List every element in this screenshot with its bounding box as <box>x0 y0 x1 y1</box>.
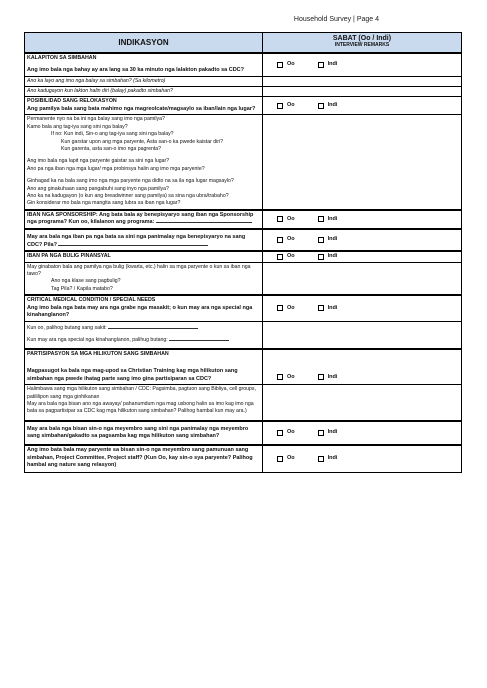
question-kalapiton: Ang imo bala nga bahay ay ara lang sa 30 ka minuto nga lalakton pakadto sa CDC? <box>27 66 245 73</box>
option-oo[interactable]: Oo <box>277 455 295 462</box>
sub-question: Kun may ara nga special nga kinahanglanon, palihug butang: <box>27 337 168 344</box>
checkbox-icon[interactable] <box>318 456 324 462</box>
question-meyembro: May ara bala nga bisan sin-o nga meyembro sang sini nga panimalay nga meyembro sang simbahan/gakadto sa pagsamba kag mga hilikuton sang simbahan? <box>27 425 249 440</box>
option-indi[interactable]: Indi <box>318 374 338 381</box>
answer-cell <box>263 421 462 445</box>
column-header-indikasyon: INDIKASYON <box>25 33 263 53</box>
option-indi[interactable]: Indi <box>318 455 338 462</box>
sub-question: Tag Pila? / Kapila matabo? <box>51 285 113 292</box>
checkbox-icon[interactable] <box>318 103 324 109</box>
option-oo[interactable]: Oo <box>277 374 295 381</box>
remarks-cell[interactable] <box>263 76 462 86</box>
checkbox-icon[interactable] <box>277 254 283 260</box>
sub-question: Ano ka na kadugayon (o kun ang breadwinner sang pamilya) sa sina nga ubra/trabaho? <box>27 192 229 199</box>
section-title-kalapiton: KALAPITON SA SIMBAHAN <box>27 54 97 61</box>
option-oo[interactable]: Oo <box>277 429 295 436</box>
question-cell <box>25 229 263 251</box>
sub-question: Ano nga klase sang pagbulig? <box>51 278 121 285</box>
sub-question: Ang imo bala nga lapit nga paryente gaistar sa sini nga lugar? <box>27 158 170 165</box>
sub-question: Kun oo, palihog butang sang sakit: <box>27 324 107 331</box>
sub-questions <box>25 262 263 295</box>
page-header: Household Survey | Page 4 <box>293 16 379 23</box>
blank-line[interactable] <box>108 328 198 329</box>
section-title-relokasyon: POSIBILIDAD SANG RELOKASYON <box>27 98 117 105</box>
sub-question: May ginabaton bala ang pamilya nga bulig (kwarta, etc.) halin sa mga paryente o kun sa iban nga tawo? <box>27 263 251 277</box>
option-indi[interactable]: Indi <box>318 102 338 109</box>
checkbox-icon[interactable] <box>277 62 283 68</box>
column-header-sabat-title: SABAT (Oo / Indi) <box>332 35 392 42</box>
option-indi[interactable]: Indi <box>318 305 338 312</box>
section-title <box>25 251 263 262</box>
answer-cell <box>263 349 462 385</box>
option-indi[interactable]: Indi <box>318 253 338 260</box>
sub-question: Kun garenta, asta san-o imo nga pagrenta? <box>61 145 162 152</box>
blank-line[interactable] <box>169 340 229 341</box>
checkbox-icon[interactable] <box>277 103 283 109</box>
option-oo[interactable]: Oo <box>277 305 295 312</box>
checkbox-icon[interactable] <box>277 216 283 222</box>
section-title <box>25 53 263 77</box>
sub-question: Ano ang ginakuhaan sang pangabuhi sang inyo nga pamilya? <box>27 185 169 192</box>
checkbox-icon[interactable] <box>318 62 324 68</box>
section-title <box>25 295 263 321</box>
sub-question: Gin konsiderar mo bala nga mangita sang lubra sa iban nga lugar? <box>27 200 181 207</box>
sub-question: Permanente nyo na ba ini nga balay sang imo nga pamilya? <box>27 116 165 123</box>
checkbox-icon[interactable] <box>318 216 324 222</box>
section-title-partisipasyon: PARTISIPASYON SA MGA HILIKUTON SANG SIMBAHAN <box>27 350 169 357</box>
sub-question: Ano ka layo ang imo nga balay sa simbahan? (Sa kilometro) <box>25 76 263 86</box>
sub-questions <box>25 385 263 421</box>
remarks-cell[interactable] <box>263 321 462 348</box>
column-header-remarks: INTERVIEW REMARKS <box>334 42 390 48</box>
checkbox-icon[interactable] <box>318 305 324 311</box>
option-oo[interactable]: Oo <box>277 216 295 223</box>
checkbox-icon[interactable] <box>318 237 324 243</box>
option-oo[interactable]: Oo <box>277 253 295 260</box>
question-partisipasyon: Magpasugot ka bala nga mag-upod sa Christian Training kag mga hilikuton sang simbahan nga pwede ihatag parte sang imo gina partisiparan sa CDC? <box>27 368 238 382</box>
checkbox-icon[interactable] <box>318 374 324 380</box>
option-indi[interactable]: Indi <box>318 61 338 68</box>
question-cell <box>25 421 263 445</box>
question-sponsorship: IBAN NGA SPONSORSHIP: Ang bata bala ay benepisyaryo sang iban nga Sponsorship nga programa? Kun oo, kilalanon ang programa: <box>27 211 254 226</box>
option-oo[interactable]: Oo <box>277 102 295 109</box>
answer-cell <box>263 251 462 262</box>
remarks-cell[interactable] <box>263 385 462 421</box>
checkbox-icon[interactable] <box>277 305 283 311</box>
question-cell <box>25 445 263 472</box>
question-relokasyon: Ang pamilya bala sang bata mahimo nga magreolcate/magsaylo sa iban/lain nga lugar? <box>27 105 256 112</box>
checkbox-icon[interactable] <box>318 254 324 260</box>
checkbox-icon[interactable] <box>277 237 283 243</box>
sub-question: If no: Kun indi, Sin-o ang tag-iya sang sini nga balay? <box>51 131 174 138</box>
section-title-medical: CRITICAL MEDICAL CONDITION / SPECIAL NEEDS <box>27 297 156 304</box>
answer-cell <box>263 229 462 251</box>
remarks-cell[interactable] <box>263 262 462 295</box>
sub-question: Kamo bala ang tag-iya sang sini nga balay? <box>27 123 128 130</box>
sub-question: Ginhagad ka na bala sang imo nga mga paryente nga didto na sa ila nga lugar magsaylo? <box>27 178 234 185</box>
sub-questions <box>25 115 263 210</box>
section-title <box>25 97 263 115</box>
option-indi[interactable]: Indi <box>318 236 338 243</box>
answer-cell <box>263 210 462 229</box>
question-cell <box>25 210 263 229</box>
question-iban-bata: May ara bala nga iban pa nga bata sa sini nga panimalay nga benepisyaryo na sang CDC? Pila? <box>27 233 246 248</box>
section-title-bulig: IBAN PA NGA BULIG PINANSYAL <box>27 253 111 260</box>
checkbox-icon[interactable] <box>277 430 283 436</box>
answer-cell <box>263 97 462 115</box>
sub-question: Ano pa nga iban nga mga lugar/ mga probinsya halin ang imo mga paryente? <box>27 165 205 172</box>
sub-questions <box>25 321 263 348</box>
checkbox-icon[interactable] <box>318 430 324 436</box>
option-indi[interactable]: Indi <box>318 216 338 223</box>
option-oo[interactable]: Oo <box>277 61 295 68</box>
sub-question: Halimbawa sang mga hilikuton sang simbahan / CDC: Pagsimba, pagtuon sang Bibliya, cell groups, patililipon sang mga ginhikanan <box>27 386 256 400</box>
blank-line[interactable] <box>58 245 208 246</box>
question-paryente: Ang imo bata bala may paryente sa bisan sin-o nga meyembro sang pamunuan sang simbahan, Project Committee, Project staff? (Kun Oo, kay sin-o sya paryente? Palihog hambal ang nature sang relasyon) <box>27 447 253 469</box>
section-title <box>25 349 263 385</box>
checkbox-icon[interactable] <box>277 374 283 380</box>
blank-line[interactable] <box>156 222 252 223</box>
sub-question: Ano kadugayon kun lakton halin diri (balay) pakadto simbahan? <box>25 86 263 96</box>
sub-question: May ara bala nga bisan ano nga awayay/ pahanumdum nga mag usbong halin sa imo kag imo nga bata sa pagpartisipar sa CDC kag mga hilikuton sang simbahan? Palihog hambal kun may ara.) <box>27 401 254 415</box>
answer-cell <box>263 295 462 321</box>
checkbox-icon[interactable] <box>277 456 283 462</box>
indicator-table <box>24 32 462 473</box>
remarks-cell[interactable] <box>263 86 462 96</box>
answer-cell <box>263 445 462 472</box>
option-indi[interactable]: Indi <box>318 429 338 436</box>
column-header-sabat <box>263 33 462 53</box>
sub-question: Kun garstar upon ang mga paryente, Asta san-o ka pwede kaistar diri? <box>61 138 224 145</box>
option-oo[interactable]: Oo <box>277 236 295 243</box>
remarks-cell[interactable] <box>263 115 462 210</box>
answer-cell <box>263 53 462 77</box>
question-medical: Ang imo bala nga bata may ara nga grabe nga masakit; o kun may ara nga special nga kinahanglanon? <box>27 304 253 319</box>
